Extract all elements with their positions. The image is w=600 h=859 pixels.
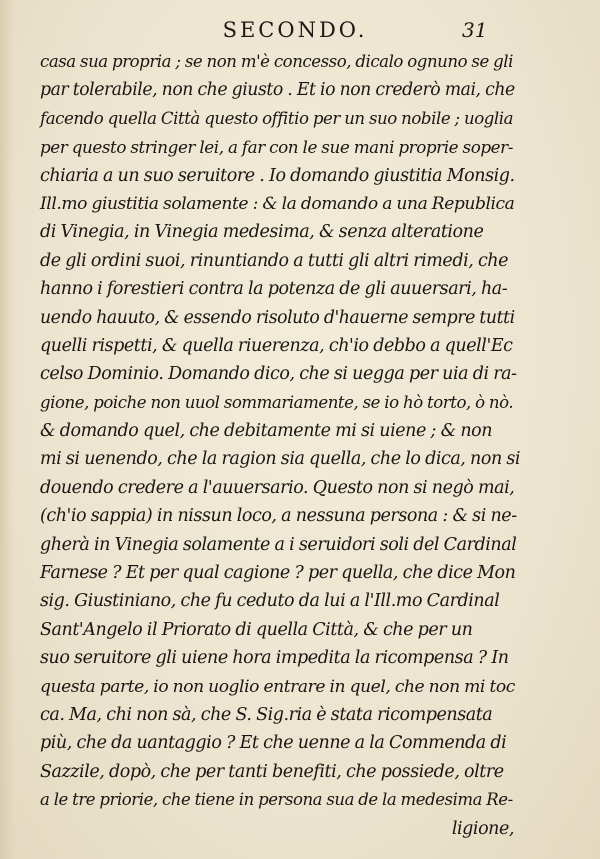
text-line-18: gherà in Vinegia solamente a i seruidori soli del Cardinal [40,534,517,555]
text-line-20: sig. Giustiniano, che fu ceduto da lui a l'Ill.mo Cardinal [40,591,500,612]
text-line-14: & domando quel, che debitamente mi si uiene ; & non [40,421,493,442]
text-line-4: per questo stringer lei, a far con le sue mani proprie soper- [40,137,513,158]
text-line-2: par tolerabile, non che giusto . Et io non crederò mai, che [40,80,515,101]
text-line-23: questa parte, io non uoglio entrare in quel, che non mi toc [40,676,515,697]
text-line-11: quelli rispetti, & quella riuerenza, ch'io debbo a quell'Ec [40,335,513,356]
text-line-8: de gli ordini suoi, rinuntiando a tutti gli altri rimedi, che [40,250,509,271]
text-line-9: hanno i forestieri contra la potenza de gli auuersari, ha- [40,279,508,300]
page-number: 31 [462,18,488,42]
text-line-13: gione, poiche non uuol sommariamente, se io hò torto, ò nò. [40,392,514,412]
text-line-15: mi si uenendo, che la ragion sia quella, che lo dica, non si [40,449,521,470]
text-line-12: celso Dominio. Domando dico, che si uegga per uia di ra- [40,364,517,385]
text-line-7: di Vinegia, in Vinegia medesima, & senza alteratione [40,222,484,243]
page-gutter-shadow [0,0,14,859]
running-title: SECONDO. [222,18,368,42]
text-line-3: facendo quella Città questo offitio per un suo nobile ; uoglia [40,108,514,128]
text-line-26: Sazzile, dopò, che per tanti benefiti, che possiede, oltre [40,761,504,782]
running-head [0,10,600,50]
text-line-10: uendo hauuto, & essendo risoluto d'hauerne sempre tutti [40,307,515,328]
text-line-22: suo seruitore gli uiene hora impedita la ricompensa ? In [40,648,509,669]
text-line-19: Farnese ? Et per qual cagione ? per quella, che dice Mon [40,563,516,584]
text-line-27: a le tre priorie, che tiene in persona sua de la medesima Re- [40,790,513,810]
body-text [40,48,520,843]
text-line-17: (ch'io sappia) in nissun loco, a nessuna persona : & si ne- [40,506,517,527]
catchword: ligione, [451,818,514,839]
text-line-5: chiaria a un suo seruitore . Io domando giustitia Monsig. [40,165,515,186]
text-line-24: ca. Ma, chi non sà, che S. Sig.ria è stata ricompensata [40,704,493,725]
text-line-25: più, che da uantaggio ? Et che uenne a la Commenda di [40,733,507,754]
text-line-21: Sant'Angelo il Priorato di quella Città, & che per un [40,619,473,640]
text-line-1: casa sua propria ; se non m'è concesso, dicalo ognuno se gli [40,52,513,71]
text-line-6: Ill.mo giustitia solamente : & la domando a una Republica [40,193,515,214]
text-line-16: douendo credere a l'auuersario. Questo non si negò mai, [40,477,515,498]
